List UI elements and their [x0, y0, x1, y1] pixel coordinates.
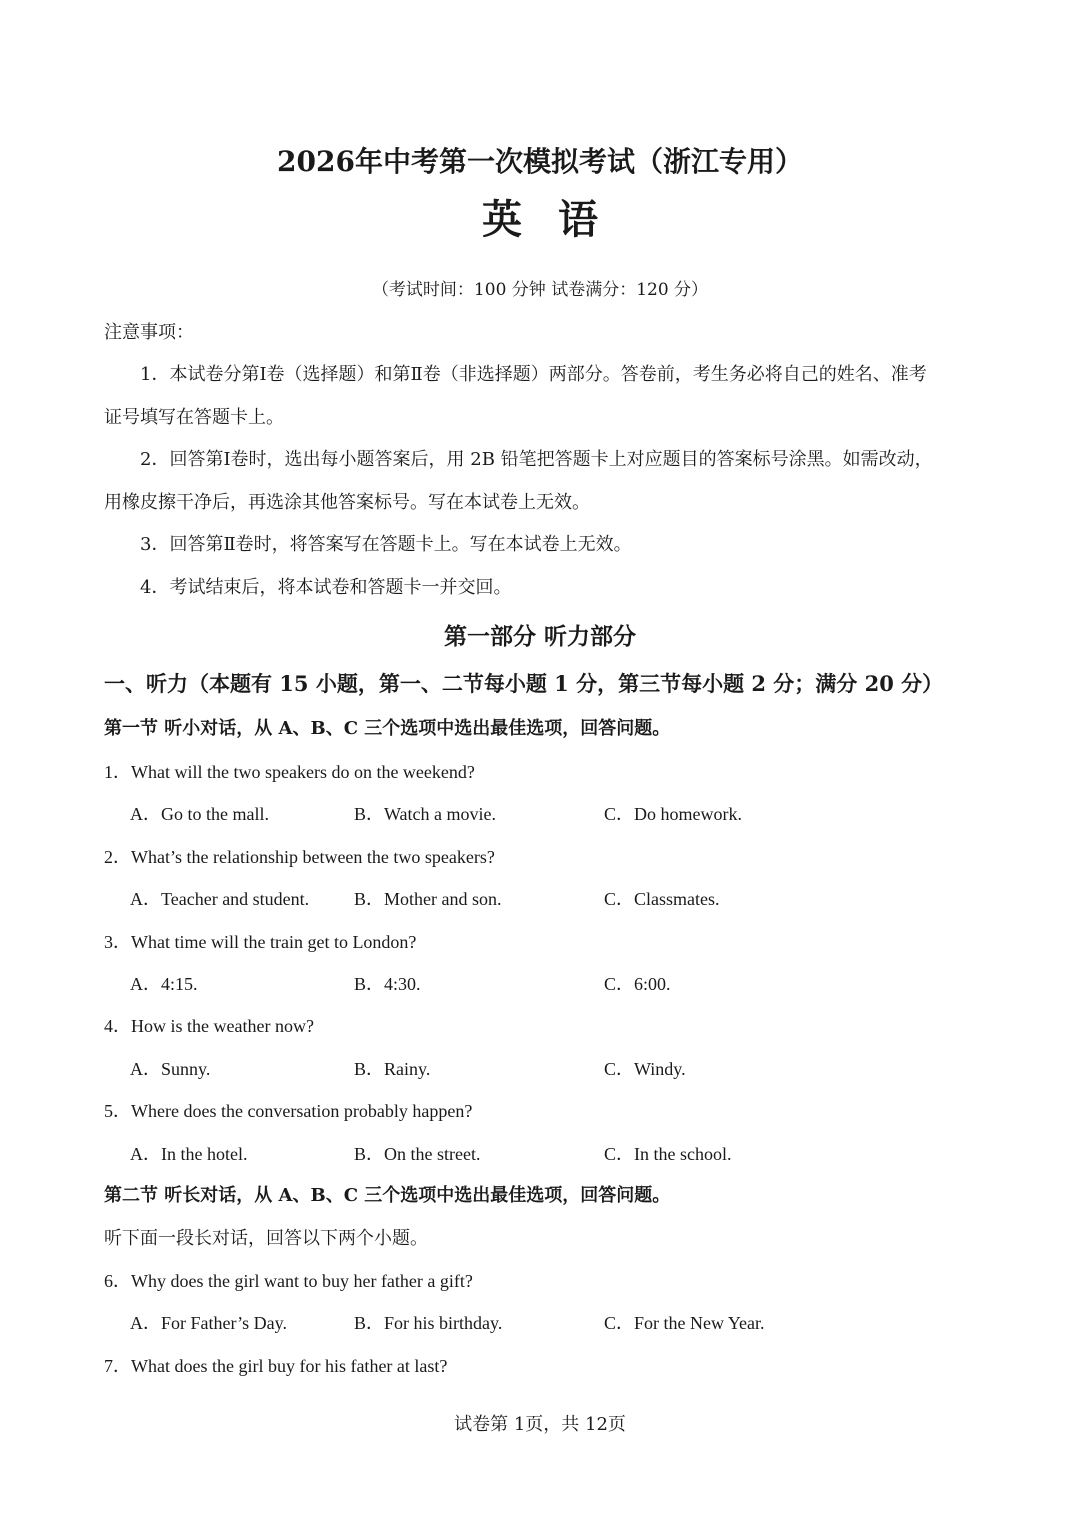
subsection-2-intro: 听下面一段长对话，回答以下两个小题。: [104, 1228, 428, 1249]
question-6-option-c: C．For the New Year.: [604, 1313, 765, 1333]
question-1-option-b: B．Watch a movie.: [354, 804, 497, 824]
exam-title: 2026年中考第一次模拟考试（浙江专用）: [277, 145, 803, 178]
question-1-option-a: A．Go to the mall.: [130, 804, 269, 824]
question-3-option-a: A．4:15.: [130, 974, 198, 994]
question-3-stem: 3．What time will the train get to London?: [104, 932, 417, 952]
notice-item-1-line-2: 证号填写在答题卡上。: [104, 407, 284, 428]
question-1-stem: 1．What will the two speakers do on the weekend?: [104, 762, 475, 782]
listening-section-heading: 一、听力（本题有 15 小题，第一、二节每小题 1 分，第三节每小题 2 分；满分 20 分）: [104, 671, 944, 696]
page-footer: 试卷第 1页，共 12页: [454, 1414, 626, 1435]
question-2-stem: 2．What’s the relationship between the two speakers?: [104, 847, 495, 867]
subsection-2-heading: 第二节 听长对话，从 A、B、C 三个选项中选出最佳选项，回答问题。: [104, 1185, 671, 1206]
question-5-option-c: C．In the school.: [604, 1144, 732, 1164]
question-2-option-c: C．Classmates.: [604, 889, 720, 909]
subject-char-1: 英: [482, 196, 522, 243]
notice-item-2-line-2: 用橡皮擦干净后，再选涂其他答案标号。写在本试卷上无效。: [104, 492, 590, 513]
question-2-option-b: B．Mother and son.: [354, 889, 502, 909]
question-5-stem: 5．Where does the conversation probably happen?: [104, 1101, 473, 1121]
question-4-stem: 4．How is the weather now?: [104, 1016, 314, 1036]
notice-item-2-line-1: 2．回答第Ⅰ卷时，选出每小题答案后，用 2B 铅笔把答题卡上对应题目的答案标号涂黑。如需改动，: [140, 449, 933, 470]
exam-info: （考试时间：100 分钟 试卷满分：120 分）: [371, 280, 709, 300]
question-2-option-a: A．Teacher and student.: [130, 889, 310, 909]
question-6-option-a: A．For Father’s Day.: [130, 1313, 287, 1333]
question-4-option-b: B．Rainy.: [354, 1059, 431, 1079]
question-5-option-b: B．On the street.: [354, 1144, 481, 1164]
subsection-1-heading: 第一节 听小对话，从 A、B、C 三个选项中选出最佳选项，回答问题。: [104, 718, 671, 739]
notice-item-3: 3．回答第Ⅱ卷时，将答案写在答题卡上。写在本试卷上无效。: [140, 534, 632, 555]
notice-item-4: 4．考试结束后，将本试卷和答题卡一并交回。: [140, 577, 512, 598]
question-6-stem: 6．Why does the girl want to buy her father a gift?: [104, 1271, 473, 1291]
notice-heading: 注意事项：: [104, 322, 194, 343]
part-1-heading: 第一部分 听力部分: [443, 623, 636, 650]
question-3-option-c: C．6:00.: [604, 974, 671, 994]
question-1-option-c: C．Do homework.: [604, 804, 742, 824]
question-5-option-a: A．In the hotel.: [130, 1144, 248, 1164]
subject-char-2: 语: [558, 196, 598, 243]
notice-item-1-line-1: 1．本试卷分第Ⅰ卷（选择题）和第Ⅱ卷（非选择题）两部分。答卷前，考生务必将自己的姓名、准考: [140, 364, 927, 385]
question-4-option-c: C．Windy.: [604, 1059, 686, 1079]
question-4-option-a: A．Sunny.: [130, 1059, 211, 1079]
subject-title: [0, 188, 1080, 245]
question-3-option-b: B．4:30.: [354, 974, 421, 994]
question-6-option-b: B．For his birthday.: [354, 1313, 503, 1333]
question-7-stem: 7．What does the girl buy for his father at last?: [104, 1356, 448, 1376]
